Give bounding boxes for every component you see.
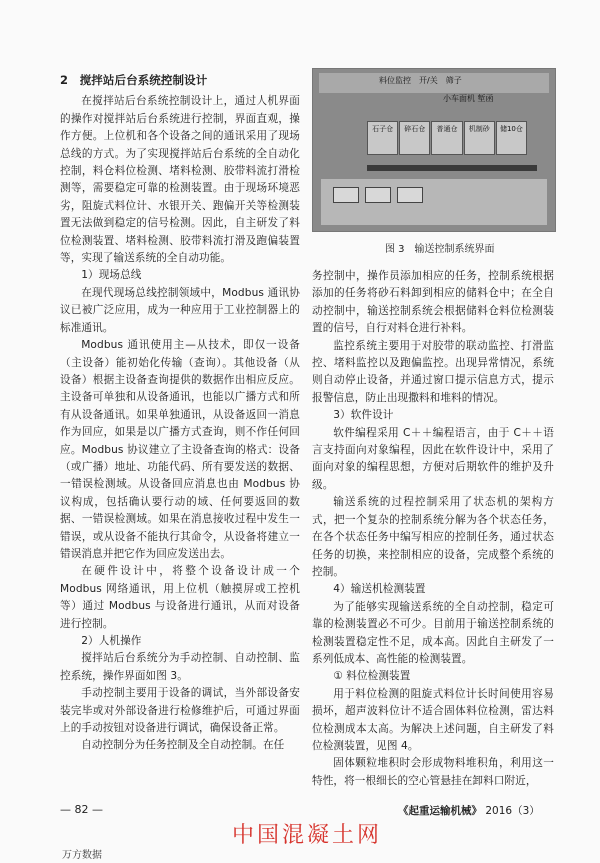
- figure-sub-label: 小车面机 堑函: [443, 94, 494, 103]
- paragraph: 用于料位检测的阻旋式料位计长时间使用容易损坏，超声波料位计不适合固体料位检测，雷达料位检测成本太高。为解决上述问题，自主研发了料位检测装置，见图 4。: [312, 687, 554, 752]
- paragraph: 手动控制主要用于设备的调试，当外部设备安装完毕或对外部设备进行检修维护后，可通过界面上的手动按钮对设备进行调试，确保设备正常。: [60, 687, 300, 735]
- paragraph: 搅拌站后台系统分为手动控制、自动控制、监控系统，操作界面如图 3。: [60, 652, 300, 682]
- paragraph: 监控系统主要用于对胶带的联动监控、打滑监控、堵料监控以及跑偏监控。出现异常情况，系统则自动停止设备，并通过窗口提示信息方式，提示报警信息，防止出现撒料和堆料的情况。: [312, 339, 554, 404]
- conveyor-control-interface-figure: [312, 68, 556, 232]
- right-column: [312, 268, 554, 790]
- paragraph: 在搅拌站后台系统控制设计上，通过人机界面的操作对搅拌站后台系统进行控制，界面直观，操作方便。上位机和各个设备之间的通讯采用了现场总线的方式。为了实现搅拌站后台系统的全自动化控制，料仓料位检测、堵料检测、胶带料流打滑检测等，需要稳定可靠的检测装置。由于现场环境恶劣，阻旋式料位计、水银开关、跑偏开关等检测装置无法做到稳定的信号检测。因此，自主研发了料位检测装置、堵料检测、胶带料流打滑及跑偏装置等，实现了输送系统的全自动功能。: [60, 95, 300, 265]
- figure-panel-button: [365, 187, 391, 203]
- journal-info: [398, 803, 540, 818]
- subsection-heading: 4）输送机检测装置: [333, 583, 426, 596]
- footer-source: 万方数据: [62, 850, 102, 861]
- page-number: — 82 —: [60, 803, 103, 816]
- figure-top-bar: [319, 73, 549, 93]
- figure-top-label: 料位监控 开/关 筛子: [379, 76, 462, 85]
- paragraph: 固体颗粒堆积时会形成物料堆积角，利用这一特性，将一根细长的空心管悬挂在卸料口附近，: [312, 757, 554, 787]
- paragraph: 务控制中，操作员添加相应的任务，控制系统根据添加的任务将砂石料卸到相应的储料仓中；在全自动控制中，输送控制系统会根据储料仓料位检测装置的信号，自行对料仓进行补料。: [312, 270, 554, 335]
- subsection-heading: ① 料位检测装置: [333, 670, 411, 683]
- figure-bays: [367, 121, 527, 155]
- journal-name: 《起重运输机械》: [398, 805, 482, 817]
- figure-panel-button: [333, 187, 359, 203]
- left-body: [60, 93, 300, 754]
- section-title: 2 搅拌站后台系统控制设计: [60, 73, 208, 87]
- journal-issue: 2016（3）: [485, 805, 540, 817]
- paragraph: 为了能够实现输送系统的全自动控制，稳定可靠的检测装置必不可少。目前用于输送控制系统的检测装置稳定性不足，成本高。因此自主研发了一系列低成本、高性能的检测装置。: [312, 600, 554, 665]
- subsection-heading: 1）现场总线: [81, 269, 142, 282]
- figure-bay: 机制砂: [464, 121, 495, 155]
- left-column: [60, 72, 300, 755]
- figure-bay: 储10仓: [496, 121, 527, 155]
- figure-bay: 普通仓: [431, 121, 462, 155]
- paragraph: 输送系统的过程控制采用了状态机的架构方式，把一个复杂的控制系统分解为各个状态任务，在各个状态任务中编写相应的控制任务，通过状态任务的切换，来控制相应的设备，完成整个系统的控制。: [312, 496, 554, 578]
- subsection-heading: 2）人机操作: [81, 635, 142, 647]
- subsection-heading: 3）软件设计: [333, 409, 394, 422]
- figure-conveyor-belt: [367, 165, 537, 171]
- paragraph: 自动控制分为任务控制及全自动控制。在任: [81, 739, 285, 752]
- figure-panel-button: [397, 187, 423, 203]
- figure-bay: 石子仓: [367, 121, 398, 155]
- paragraph: Modbus 通讯使用主—从技术，即仅一设备（主设备）能初始化传输（查询）。其他设备（从设备）根据主设备查询提供的数据作出相应反应。主设备可单独和从设备通讯，也能以广播方式和所有从设备通讯。如果单独通讯，从设备返回一消息作为回应，如果是以广播方式查询，则不作任何回应。Modbus 协议建立了主设备查询的格式：设备（或广播）地址、功能代码、所有要发送的数据、一错误检测域。从设备回应消息也由 Modbus 协议构成，包括确认要行动的域、任何要返回的数据、一错误检测域。如果在消息接收过程中发生一错误，或从设备不能执行其命令，从设备将建立一错误消息并把它作为回应发送出去。: [60, 339, 300, 560]
- paragraph: 在现代现场总线控制领域中，Modbus 通讯协议已被广泛应用，成为一种应用于工业控制器上的标准通讯。: [60, 286, 300, 334]
- watermark: 中国混凝土网: [232, 823, 383, 848]
- right-body: [312, 268, 554, 790]
- paragraph: 软件编程采用 C＋＋编程语言，由于 C＋＋语言支持面向对象编程，因此在软件设计中，采用了面向对象的编程思想，方便对后期软件的维护及升级。: [312, 426, 554, 491]
- paragraph: 在硬件设计中，将整个设备设计成一个 Modbus 网络通讯，用上位机（触摸屏或工控机等）通过 Modbus 与设备进行通讯，从而对设备进行控制。: [60, 565, 300, 630]
- figure-caption: 图 3 输送控制系统界面: [385, 244, 495, 255]
- figure-bay: 碎石仓: [399, 121, 430, 155]
